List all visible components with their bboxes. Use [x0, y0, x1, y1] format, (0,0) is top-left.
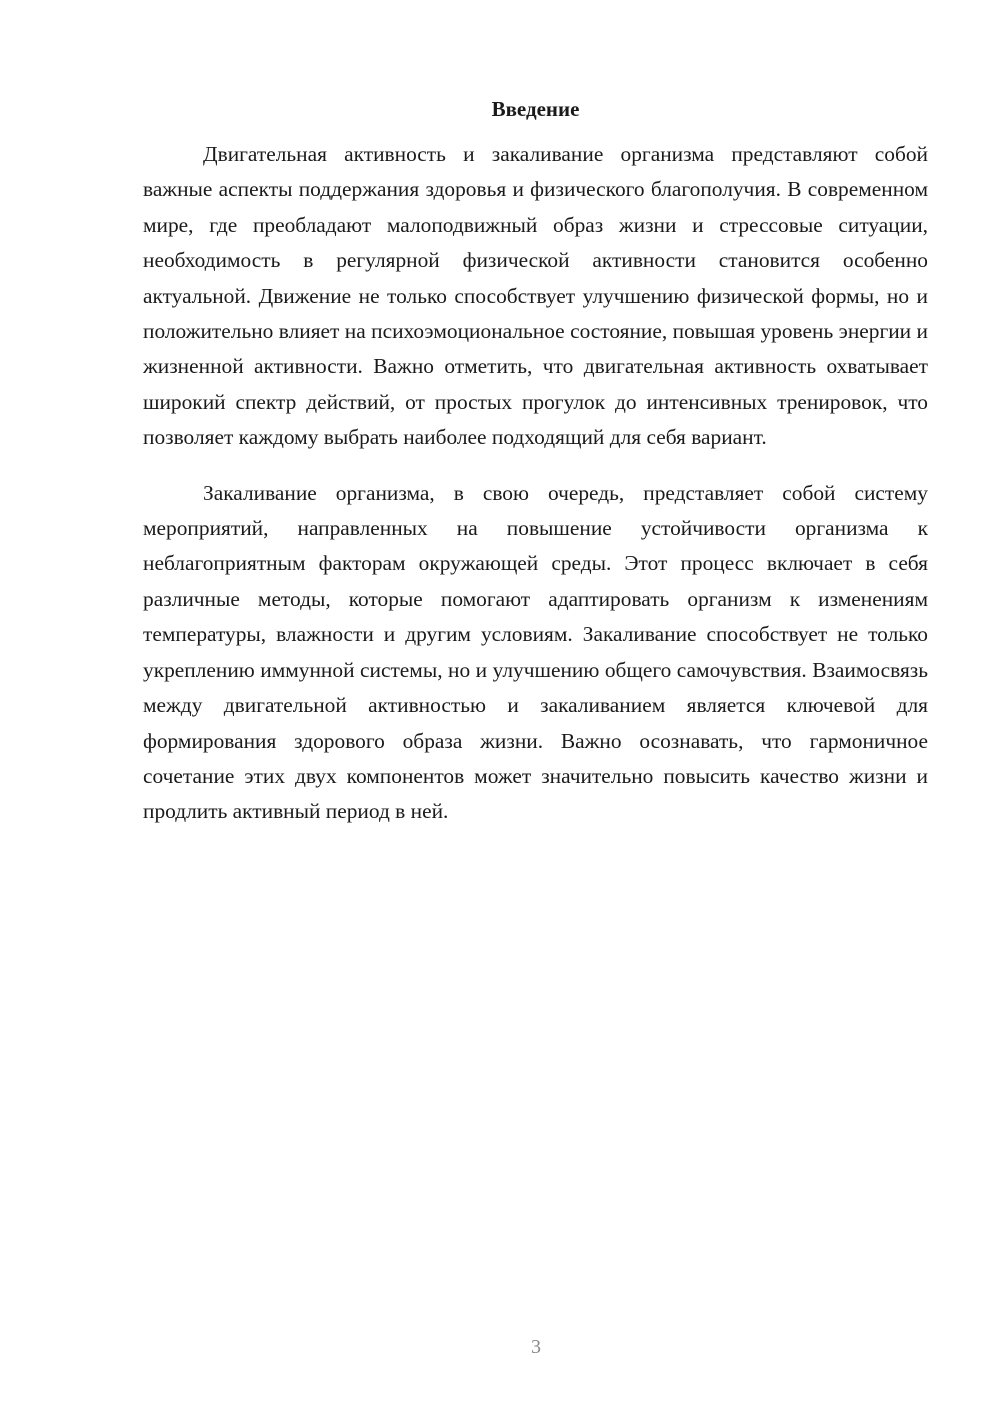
paragraph-hardening: Закаливание организма, в свою очередь, представляет собой систему мероприятий, направленных на повышение устойчивости организма к неблагоприятным факторам окружающей среды. Этот процесс включает в себя различные методы, которые помогают адаптировать организм к изменениям температуры, влажности и другим условиям. Закаливание способствует не только укреплению иммунной системы, но и улучшению общего самочувствия. Взаимосвязь между двигательной активностью и закаливанием является ключевой для формирования здорового образа жизни. Важно осознавать, что гармоничное сочетание этих двух компонентов может значительно повысить качество жизни и продлить активный период в ней.: [143, 480, 928, 824]
page-number: 3: [531, 1336, 541, 1358]
page-content: [143, 95, 928, 830]
paragraph-intro: Двигательная активность и закаливание организма представляют собой важные аспекты поддержания здоровья и физического благополучия. В современном мире, где преобладают малоподвижный образ жизни и стрессовые ситуации, необходимость в регулярной физической активности становится особенно актуальной. Движение не только способствует улучшению физической формы, но и положительно влияет на психоэмоциональное состояние, повышая уровень энергии и жизненной активности. Важно отметить, что двигательная активность охватывает широкий спектр действий, от простых прогулок до интенсивных тренировок, что позволяет каждому выбрать наиболее подходящий для себя вариант.: [143, 142, 928, 450]
section-title: Введение: [491, 97, 580, 121]
